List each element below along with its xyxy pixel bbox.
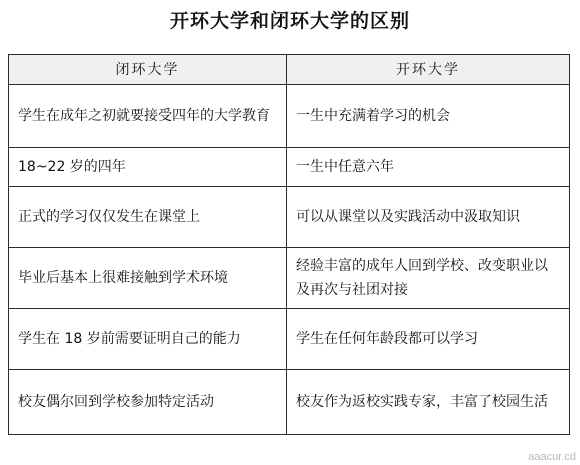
open-loop-cell: 一生中充满着学习的机会 [287,85,570,148]
column-header-open-loop: 开环大学 [287,55,570,85]
page-title: 开环大学和闭环大学的区别 [169,10,410,32]
open-loop-cell: 学生在任何年龄段都可以学习 [287,309,570,370]
table-row [9,187,570,248]
column-header-closed-loop: 闭环大学 [9,55,287,85]
table-row [9,309,570,370]
table-row [9,85,570,148]
table-row [9,370,570,435]
table-row [9,248,570,309]
table-row [9,148,570,187]
closed-loop-cell: 正式的学习仅仅发生在课堂上 [9,187,287,248]
open-loop-cell: 校友作为返校实践专家，丰富了校园生活 [287,370,570,435]
closed-loop-cell: 毕业后基本上很难接触到学术环境 [9,248,287,309]
watermark: aaacur.cd [528,451,576,463]
closed-loop-cell: 学生在 18 岁前需要证明自己的能力 [9,309,287,370]
closed-loop-cell: 校友偶尔回到学校参加特定活动 [9,370,287,435]
open-loop-cell: 经验丰富的成年人回到学校、改变职业以及再次与社团对接 [287,248,570,309]
open-loop-cell: 可以从课堂以及实践活动中汲取知识 [287,187,570,248]
table-header-row [9,55,570,85]
closed-loop-cell: 18~22 岁的四年 [9,148,287,187]
open-loop-cell: 一生中任意六年 [287,148,570,187]
closed-loop-cell: 学生在成年之初就要接受四年的大学教育 [9,85,287,148]
comparison-table [8,54,570,435]
